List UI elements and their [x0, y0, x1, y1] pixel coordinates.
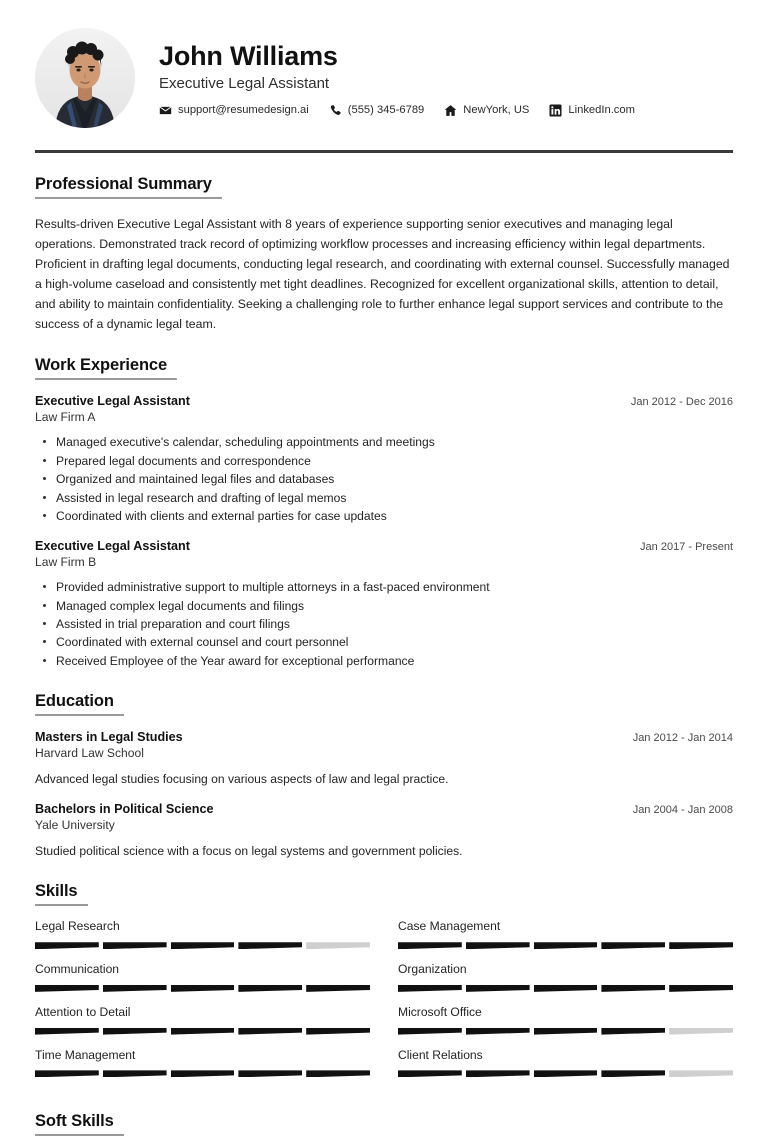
contact-location-text: NewYork, US [463, 104, 530, 117]
skill-label: Organization [398, 962, 467, 977]
list-item: Organized and maintained legal files and databases [35, 470, 733, 488]
skill-level-bar [398, 1028, 733, 1035]
section-soft-skills [35, 1112, 733, 1136]
skill-segment-filled [466, 1028, 530, 1035]
skill-label: Case Management [398, 919, 501, 934]
skill-segment-filled [171, 1070, 235, 1077]
skill-segment-filled [601, 1028, 665, 1035]
skill-segment-filled [601, 1070, 665, 1077]
skill-item [398, 919, 733, 949]
education-school: Harvard Law School [35, 746, 144, 761]
section-title-soft-skills: Soft Skills [35, 1112, 124, 1136]
list-item: Prepared legal documents and correspondence [35, 452, 733, 470]
skill-segment-filled [35, 985, 99, 992]
skill-segment-filled [306, 1070, 370, 1077]
work-company: Law Firm B [35, 555, 97, 570]
skill-segment-filled [171, 1028, 235, 1035]
education-school: Yale University [35, 818, 115, 833]
work-job-title: Executive Legal Assistant [35, 539, 190, 554]
job-role-subtitle: Executive Legal Assistant [159, 74, 330, 92]
skill-segment-filled [35, 1028, 99, 1035]
list-item: Provided administrative support to multiple attorneys in a fast-paced environment [35, 578, 733, 596]
skill-segment-filled [398, 1070, 462, 1077]
contact-linkedin-text: LinkedIn.com [568, 104, 635, 117]
list-item: Managed complex legal documents and filings [35, 597, 733, 615]
skill-segment-filled [238, 1028, 302, 1035]
linkedin-icon [549, 104, 562, 117]
education-description: Advanced legal studies focusing on various aspects of law and legal practice. [35, 772, 449, 787]
section-professional-summary [35, 175, 733, 334]
section-title-work-experience: Work Experience [35, 356, 177, 380]
education-entry [35, 730, 733, 788]
skill-item [35, 1048, 370, 1078]
skill-segment-filled [466, 985, 530, 992]
work-date-range: Jan 2012 - Dec 2016 [630, 396, 733, 409]
skill-segment-filled [171, 985, 235, 992]
work-entry-header [35, 394, 733, 408]
skill-segment-filled [35, 942, 99, 949]
work-bullet-list [35, 578, 733, 670]
skill-label: Client Relations [398, 1047, 483, 1062]
skill-segment-filled [534, 1070, 598, 1077]
education-entry-header [35, 730, 733, 744]
contact-location[interactable] [444, 104, 529, 117]
skill-item [398, 1048, 733, 1078]
skill-label: Attention to Detail [35, 1004, 131, 1019]
skill-item [398, 1005, 733, 1035]
skill-segment-filled [534, 1028, 598, 1035]
skill-item [35, 1005, 370, 1035]
section-title-professional-summary: Professional Summary [35, 175, 222, 199]
list-item: Assisted in legal research and drafting of legal memos [35, 489, 733, 507]
home-icon [444, 104, 457, 117]
education-degree: Bachelors in Political Science [35, 802, 214, 817]
skill-item [398, 962, 733, 992]
envelope-icon [159, 104, 172, 117]
skill-segment-filled [306, 985, 370, 992]
section-title-skills: Skills [35, 882, 88, 906]
skill-level-bar [35, 1028, 370, 1035]
skill-label: Legal Research [35, 919, 120, 934]
skill-label: Time Management [35, 1047, 136, 1062]
skill-item [35, 919, 370, 949]
professional-summary-text: Results-driven Executive Legal Assistant with 8 years of experience supporting senior executives and managing legal operations. Demonstrated track record of optimizing workflow processes and increasing efficiency within legal departments. Proficient in drafting legal documents, conducting legal research, and coordinating with external counsel. Successfully managed a high-volume caseload and consistently met tight deadlines. Recognized for excellent organizational skills, attention to detail, and ability to maintain confidentiality. Seeking a challenging role to further enhance legal support services and contribute to the success of a dynamic legal team. [35, 217, 730, 331]
work-job-title: Executive Legal Assistant [35, 394, 190, 409]
skill-segment-filled [103, 1028, 167, 1035]
list-item: Coordinated with external counsel and court personnel [35, 633, 733, 651]
work-bullet-list [35, 433, 733, 525]
skill-segment-filled [466, 942, 530, 949]
skill-segment-filled [534, 985, 598, 992]
skill-segment-filled [103, 1070, 167, 1077]
skill-segment-empty [669, 1028, 733, 1035]
profile-photo-icon [35, 28, 135, 128]
work-company: Law Firm A [35, 410, 96, 425]
skill-segment-filled [601, 985, 665, 992]
skill-segment-filled [466, 1070, 530, 1077]
header-text-block [159, 39, 733, 117]
skill-segment-filled [103, 942, 167, 949]
skill-segment-filled [398, 1028, 462, 1035]
skill-level-bar [35, 985, 370, 992]
skill-item [35, 962, 370, 992]
education-entry-header [35, 802, 733, 816]
work-entry-header [35, 539, 733, 553]
skill-segment-filled [398, 942, 462, 949]
list-item: Received Employee of the Year award for exceptional performance [35, 652, 733, 670]
skill-segment-filled [171, 942, 235, 949]
resume-header [35, 0, 733, 132]
page-title: John Williams [159, 41, 338, 72]
education-date-range: Jan 2012 - Jan 2014 [632, 732, 733, 745]
work-entry [35, 539, 733, 670]
skill-segment-empty [306, 942, 370, 949]
skill-level-bar [35, 1070, 370, 1077]
avatar [35, 28, 135, 128]
skill-segment-filled [103, 985, 167, 992]
skill-segment-filled [35, 1070, 99, 1077]
list-item: Managed executive's calendar, scheduling appointments and meetings [35, 433, 733, 451]
list-item: Assisted in trial preparation and court filings [35, 615, 733, 633]
skill-segment-empty [669, 1070, 733, 1077]
skill-segment-filled [238, 1070, 302, 1077]
skill-level-bar [398, 942, 733, 949]
skill-label: Communication [35, 962, 120, 977]
skill-segment-filled [398, 985, 462, 992]
skill-level-bar [398, 985, 733, 992]
education-description: Studied political science with a focus on legal systems and government policies. [35, 844, 463, 859]
skill-label: Microsoft Office [398, 1004, 482, 1019]
skill-level-bar [398, 1070, 733, 1077]
skill-segment-filled [306, 1028, 370, 1035]
work-entry [35, 394, 733, 525]
section-skills [35, 882, 733, 1090]
section-education [35, 692, 733, 860]
skill-segment-filled [534, 942, 598, 949]
contact-row [159, 104, 733, 117]
phone-icon [329, 104, 342, 117]
skill-segment-filled [669, 985, 733, 992]
contact-linkedin[interactable] [549, 104, 635, 117]
contact-phone[interactable] [329, 104, 425, 117]
education-entry [35, 802, 733, 860]
education-degree: Masters in Legal Studies [35, 730, 183, 745]
work-date-range: Jan 2017 - Present [640, 541, 733, 554]
contact-email-text: support@resumedesign.ai [178, 104, 309, 117]
section-work-experience [35, 356, 733, 670]
skill-level-bar [35, 942, 370, 949]
section-title-education: Education [35, 692, 124, 716]
skill-segment-filled [669, 942, 733, 949]
skill-segment-filled [238, 985, 302, 992]
skill-segment-filled [238, 942, 302, 949]
education-date-range: Jan 2004 - Jan 2008 [632, 804, 733, 817]
list-item: Coordinated with clients and external parties for case updates [35, 507, 733, 525]
header-divider [35, 150, 733, 153]
contact-phone-text: (555) 345-6789 [347, 104, 425, 117]
contact-email[interactable] [159, 104, 309, 117]
skills-grid [35, 919, 733, 1090]
skill-segment-filled [601, 942, 665, 949]
